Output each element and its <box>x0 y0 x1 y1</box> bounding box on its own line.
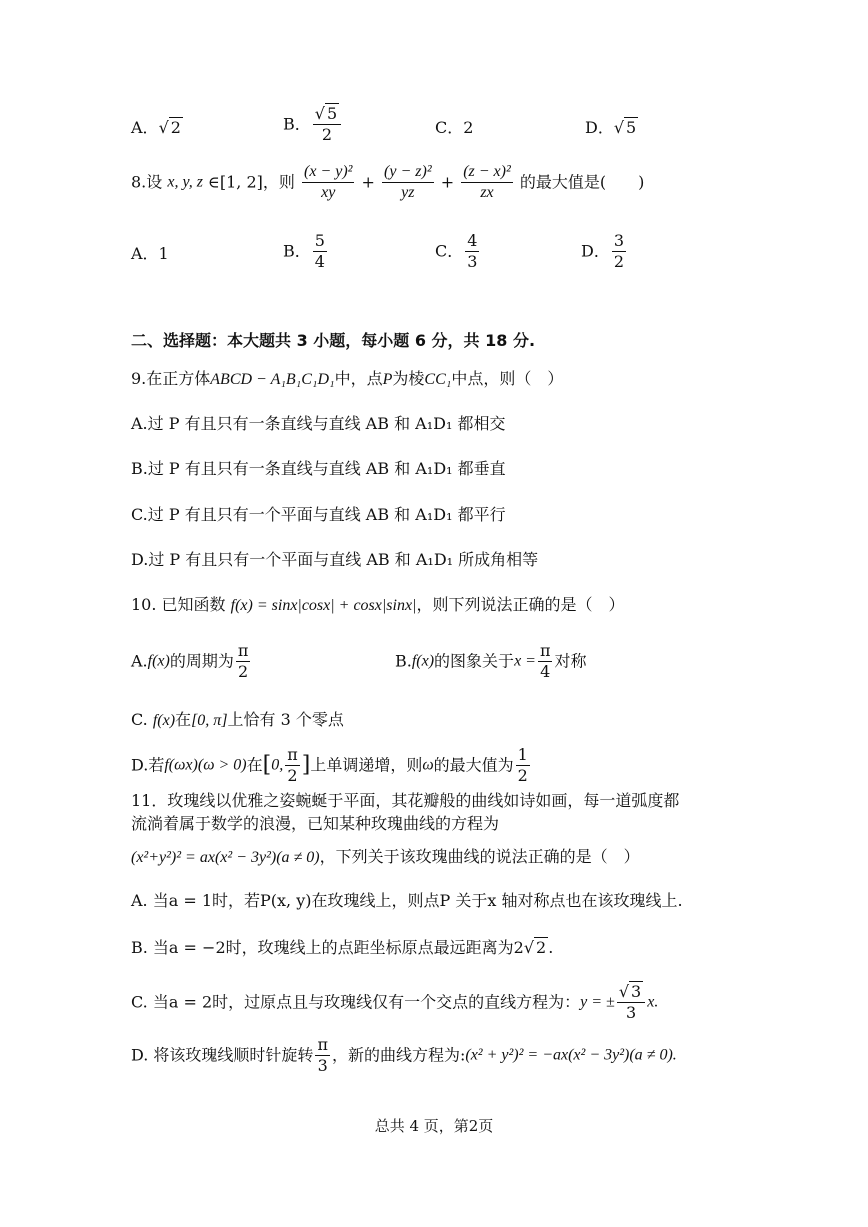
q10-option-c: C. f(x)在[0, π]上恰有 3 个零点 <box>131 710 344 729</box>
q8-option-c: C． $\frac{4}{3}$ <box>435 231 478 271</box>
q9-option-d: D.过 P 有且只有一个平面与直线 AB 和 A₁D₁ 所成角相等 <box>131 550 539 569</box>
q11-option-a: A. 当a = 1时，若P(x, y)在玫瑰线上，则点P 关于x 轴对称点也在该玫瑰线上. <box>131 891 683 910</box>
q10-option-b: B.f(x)的图象关于x = $\frac{\pi}{4}$ 对称 <box>395 641 587 681</box>
q11-option-d: D. 将该玫瑰线顺时针旋转 $\frac{\pi}{3}$ ，新的曲线方程为:(x² + y²)² = −ax(x² − 3y²)(a ≠ 0). <box>131 1035 677 1075</box>
q10-option-a: A.f(x)的周期为 $\frac{\pi}{2}$ <box>131 641 249 681</box>
q9-option-a: A.过 P 有且只有一条直线与直线 AB 和 A₁D₁ 都相交 <box>131 414 506 433</box>
q9-stem: 9.在正方体ABCD − A₁B₁C₁D₁中，点P为棱CC₁中点，则（ ） <box>131 369 564 388</box>
q7-option-b: B． $\frac{√ 5}{2}$ <box>283 104 343 145</box>
q10-stem: 10. 已知函数 f(x) = sinx|cosx| + cosx|sinx|，则下列说法正确的是（ ） <box>131 595 625 614</box>
q8-option-b: B． $\frac{5}{4}$ <box>283 231 325 271</box>
q11-option-b: B. 当a = −2时，玫瑰线上的点距坐标原点最远距离为2√ 2 . <box>131 938 554 957</box>
q9-option-c: C.过 P 有且只有一个平面与直线 AB 和 A₁D₁ 都平行 <box>131 505 506 524</box>
q8-option-a: A．1 <box>131 244 169 263</box>
q10-option-d: D.若f(ωx)(ω > 0)在[0, $\frac{\pi}{2}$ ]上单调递增，则ω的最大值为 $\frac{1}{2}$ <box>131 745 528 785</box>
q7-option-c: C．2 <box>435 118 474 137</box>
q11-line1: 11．玫瑰线以优雅之姿蜿蜒于平面，其花瓣般的曲线如诗如画，每一道弧度都 <box>131 791 680 810</box>
q11-option-c: C. 当a = 2时，过原点且与玫瑰线仅有一个交点的直线方程为：y = ± $\frac{√ 3}{3}$ x. <box>131 982 659 1022</box>
q8-option-d: D． $\frac{3}{2}$ <box>581 231 625 271</box>
q11-line3: (x²+y²)² = ax(x² − 3y²)(a ≠ 0)，下列关于该玫瑰曲线的说法正确的是（ ） <box>131 847 640 866</box>
q8-stem: 8.设 x, y, z ∈[1, 2]，则 $\frac{\text{(x − y)²}}{xy}$ + $\frac{\text{(y − z)²}}{yz}$ + $\frac{\text{(z − x)²}}{zx}$ 的最大值是( ) <box>131 163 645 201</box>
q7-option-d: D．√ 5 <box>585 118 637 137</box>
q9-option-b: B.过 P 有且只有一条直线与直线 AB 和 A₁D₁ 都垂直 <box>131 459 506 478</box>
q11-line2: 流淌着属于数学的浪漫，已知某种玫瑰曲线的方程为 <box>131 814 500 833</box>
section-heading: 二、选择题：本大题共 3 小题，每小题 6 分，共 18 分. <box>131 331 536 350</box>
q7-option-a: A．√ 2 <box>131 118 181 137</box>
page-footer: 总共 4 页，第2页 <box>374 1117 494 1135</box>
